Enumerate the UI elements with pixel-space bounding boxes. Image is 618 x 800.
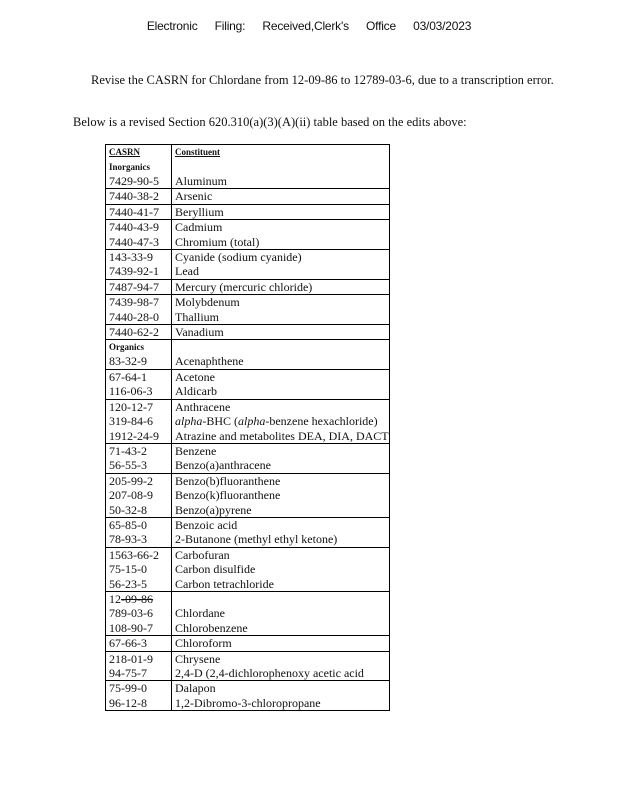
constituent-cell: Carbofuran [172,547,390,562]
section-label: Inorganics [106,160,172,174]
table-row [106,174,390,189]
casrn-cell: 1563-66-2 [106,547,172,562]
casrn-cell: 75-99-0 [106,681,172,696]
casrn-cell: 205-99-2 [106,473,172,488]
casrn-cell: 143-33-9 [106,250,172,265]
table-row [106,399,390,414]
header-constituent: Constituent [172,145,390,161]
table-row [106,325,390,340]
table-row [106,279,390,294]
constituent-cell: Benzene [172,443,390,458]
section-row-organics [106,340,390,355]
casrn-cell: 65-85-0 [106,517,172,532]
casrn-cell: 56-55-3 [106,458,172,473]
casrn-cell: 71-43-2 [106,443,172,458]
table-row [106,295,390,310]
constituent-cell: Chromium (total) [172,235,390,250]
table-row [106,429,390,444]
table-row [106,681,390,696]
table-row [106,591,390,620]
casrn-cell: 108-90-7 [106,621,172,636]
table-row [106,264,390,279]
constituent-cell: Vanadium [172,325,390,340]
table-row [106,547,390,562]
table-header-row [106,145,390,161]
constituent-cell: Thallium [172,310,390,325]
table-row [106,636,390,651]
casrn-cell: 7439-98-7 [106,295,172,310]
constituent-cell: alpha-BHC (alpha-benzene hexachloride) [172,414,390,428]
constituent-cell: Chloroform [172,636,390,651]
table-row [106,621,390,636]
table-row [106,651,390,666]
table-row [106,503,390,518]
constituent-cell: Mercury (mercuric chloride) [172,279,390,294]
header-received: Received,Clerk's [262,19,349,33]
constituent-cell: Benzoic acid [172,517,390,532]
constituent-cell: 2,4-D (2,4-dichlorophenoxy acetic acid [172,666,390,681]
casrn-cell: 67-64-1 [106,369,172,384]
casrn-cell: 7440-41-7 [106,204,172,219]
constituent-cell: 1,2-Dibromo-3-chloropropane [172,696,390,711]
casrn-cell: 50-32-8 [106,503,172,518]
table-row [106,220,390,235]
constituent-cell: Benzo(a)anthracene [172,458,390,473]
casrn-cell: 67-66-3 [106,636,172,651]
constituent-cell: Acetone [172,369,390,384]
casrn-cell: 75-15-0 [106,562,172,576]
table-row [106,562,390,576]
table-row [106,532,390,547]
table-row [106,414,390,428]
header-office: Office [366,19,396,33]
bullet-text: Revise the CASRN for Chlordane from 12-09-86 to 12789-03-6, due to a transcription error. [91,73,554,87]
table-row [106,354,390,369]
casrn-cell: 12-09-86 789-03-6 [106,591,172,620]
section-label: Organics [106,340,172,355]
constituent-cell: Aluminum [172,174,390,189]
table-row [106,369,390,384]
constituent-cell: Cyanide (sodium cyanide) [172,250,390,265]
casrn-cell: 78-93-3 [106,532,172,547]
casrn-cell: 96-12-8 [106,696,172,711]
constituent-cell: Beryllium [172,204,390,219]
casrn-cell: 120-12-7 [106,399,172,414]
constituent-cell: Chrysene [172,651,390,666]
table-row [106,250,390,265]
constituent-cell: Anthracene [172,399,390,414]
casrn-cell: 7439-92-1 [106,264,172,279]
constituent-cell: Aldicarb [172,384,390,399]
table-row [106,310,390,325]
revision-bullet [74,73,554,88]
constituent-cell: Dalapon [172,681,390,696]
table-row [106,666,390,681]
casrn-cell: 7440-28-0 [106,310,172,325]
constituent-cell: Cadmium [172,220,390,235]
table-row [106,577,390,592]
casrn-cell: 7429-90-5 [106,174,172,189]
table-row [106,458,390,473]
casrn-cell: 7440-47-3 [106,235,172,250]
casrn-cell: 1912-24-9 [106,429,172,444]
constituent-cell: Benzo(b)fluoranthene [172,473,390,488]
intro-paragraph: Below is a revised Section 620.310(a)(3)(A)(ii) table based on the edits above: [73,115,467,129]
filing-header [0,19,618,33]
constituent-cell: Chlorobenzene [172,621,390,636]
casrn-cell: 83-32-9 [106,354,172,369]
table-row [106,235,390,250]
table-row [106,384,390,399]
casrn-cell: 7487-94-7 [106,279,172,294]
constituent-cell: Carbon disulfide [172,562,390,576]
table-row [106,189,390,204]
casrn-cell: 7440-38-2 [106,189,172,204]
section-row-inorganics [106,160,390,174]
constituent-cell: Molybdenum [172,295,390,310]
constituent-cell: 2-Butanone (methyl ethyl ketone) [172,532,390,547]
casrn-cell: 207-08-9 [106,488,172,502]
casrn-cell: 116-06-3 [106,384,172,399]
constituent-cell: Benzo(k)fluoranthene [172,488,390,502]
header-filing: Filing: [214,19,246,33]
constituent-cell: Acenaphthene [172,354,390,369]
constituent-cell: Arsenic [172,189,390,204]
casrn-cell: 94-75-7 [106,666,172,681]
constituent-cell: Lead [172,264,390,279]
table-row [106,488,390,502]
constituent-cell: Chlordane [172,591,390,620]
table-row [106,517,390,532]
table-row [106,204,390,219]
header-label: Electronic [146,19,198,33]
constituent-table [105,144,390,711]
constituent-cell: Atrazine and metabolites DEA, DIA, DACT [172,429,390,444]
constituent-cell: Carbon tetrachloride [172,577,390,592]
constituent-cell: Benzo(a)pyrene [172,503,390,518]
header-casrn: CASRN [106,145,172,161]
table-row [106,473,390,488]
casrn-cell: 7440-62-2 [106,325,172,340]
table-row [106,443,390,458]
casrn-cell: 319-84-6 [106,414,172,428]
table-row [106,696,390,711]
casrn-cell: 218-01-9 [106,651,172,666]
header-date: 03/03/2023 [413,19,472,33]
casrn-cell: 7440-43-9 [106,220,172,235]
casrn-cell: 56-23-5 [106,577,172,592]
